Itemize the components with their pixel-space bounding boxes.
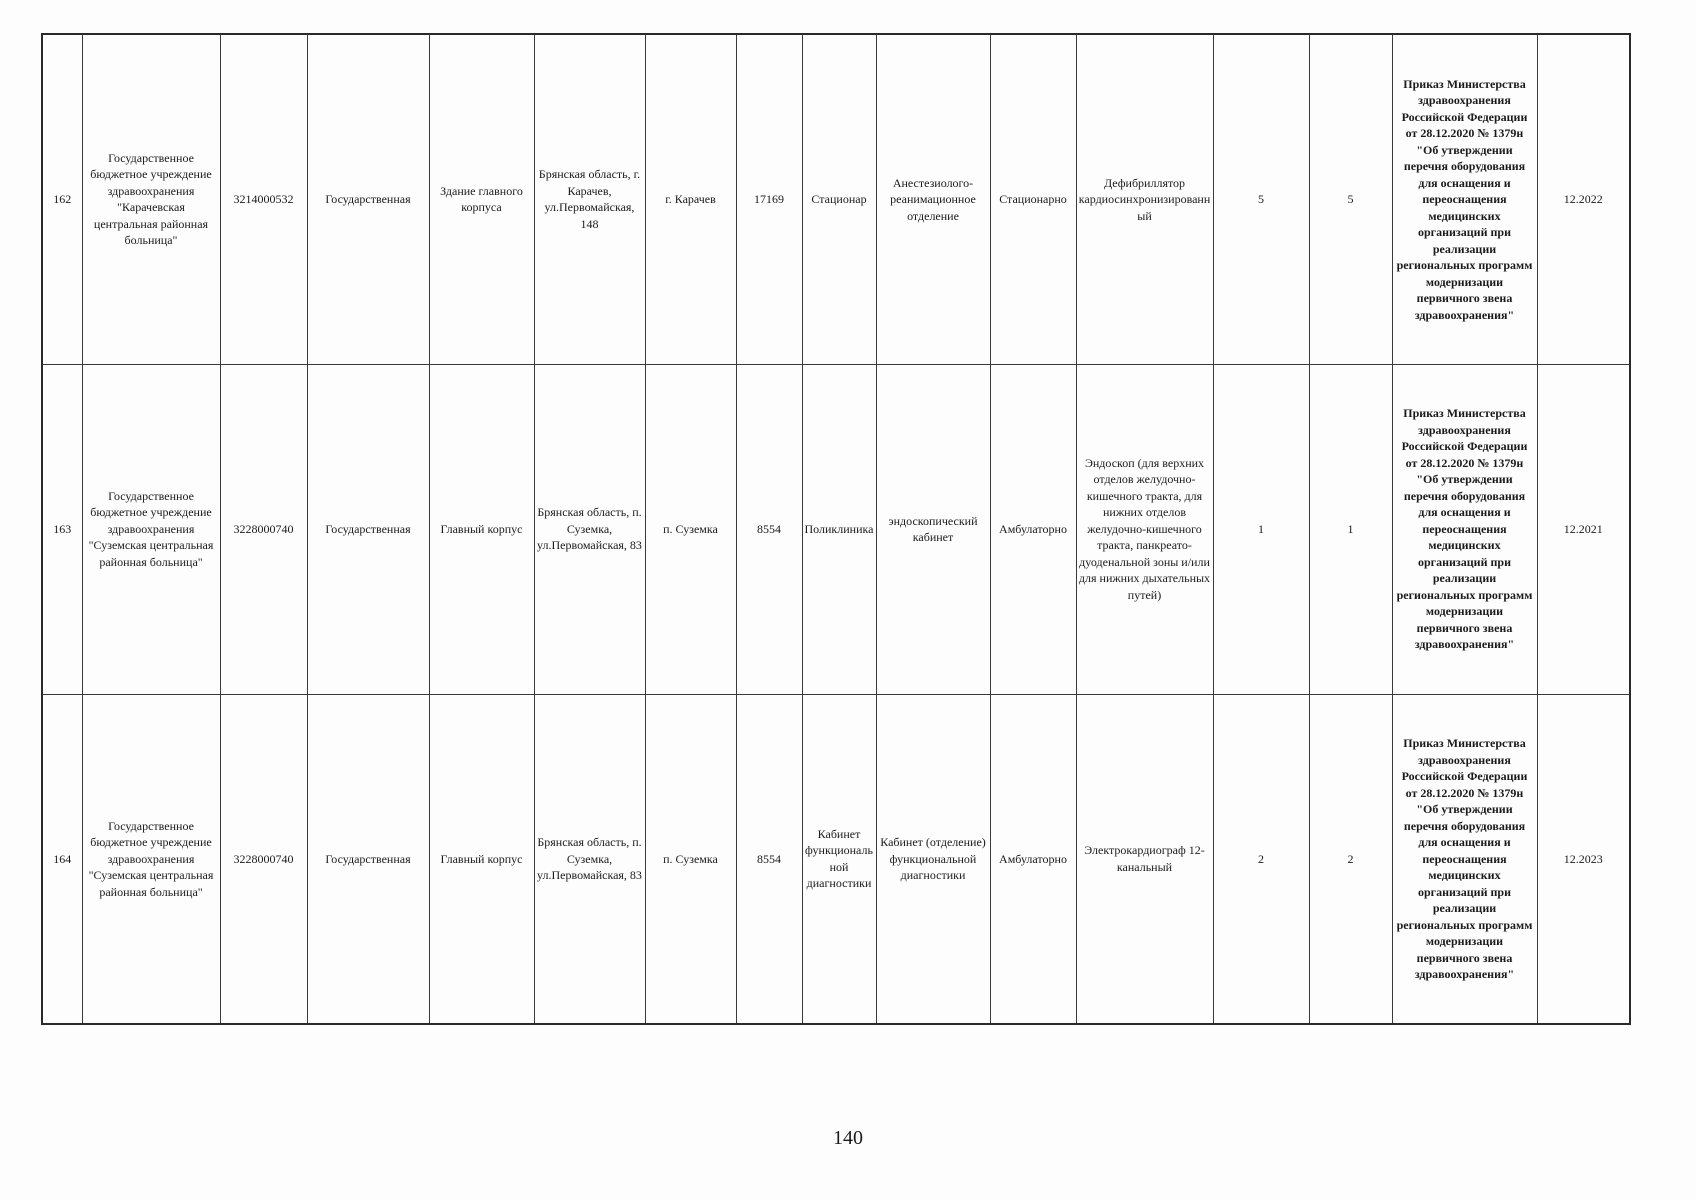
table-row <box>42 34 1630 364</box>
locality: п. Суземка <box>645 694 736 1024</box>
care-type: Стационар <box>802 34 876 364</box>
equipment-name: Электрокардиограф 12-канальный <box>1076 694 1213 1024</box>
ownership-form: Государственная <box>307 34 429 364</box>
address: Брянская область, г. Карачев, ул.Первомайская, 148 <box>534 34 645 364</box>
equipment-name: Дефибриллятор кардиосинхронизированный <box>1076 34 1213 364</box>
equipment-name: Эндоскоп (для верхних отделов желудочно-кишечного тракта, для нижних отделов желудочно-кишечного тракта, панкреато-дуоденальной зоны и/или для нижних дыхательных путей) <box>1076 364 1213 694</box>
ownership-form: Государственная <box>307 694 429 1024</box>
department: эндоскопический кабинет <box>876 364 990 694</box>
quantity-planned: 5 <box>1309 34 1392 364</box>
department: Кабинет (отделение) функциональной диагностики <box>876 694 990 1024</box>
quantity-required: 2 <box>1213 694 1309 1024</box>
population: 17169 <box>736 34 802 364</box>
delivery-date: 12.2023 <box>1537 694 1630 1024</box>
equipment-table <box>41 33 1631 1025</box>
population: 8554 <box>736 364 802 694</box>
organization-name: Государственное бюджетное учреждение здравоохранения "Суземская центральная районная больница" <box>82 694 220 1024</box>
organization-code: 3228000740 <box>220 364 307 694</box>
care-condition: Амбулаторно <box>990 694 1076 1024</box>
department: Анестезиолого-реанимационное отделение <box>876 34 990 364</box>
care-type: Поликлиника <box>802 364 876 694</box>
delivery-date: 12.2022 <box>1537 34 1630 364</box>
quantity-planned: 2 <box>1309 694 1392 1024</box>
table-row <box>42 364 1630 694</box>
address: Брянская область, п. Суземка, ул.Первомайская, 83 <box>534 364 645 694</box>
population: 8554 <box>736 694 802 1024</box>
building-name: Главный корпус <box>429 694 534 1024</box>
quantity-required: 1 <box>1213 364 1309 694</box>
ownership-form: Государственная <box>307 364 429 694</box>
organization-code: 3214000532 <box>220 34 307 364</box>
care-type: Кабинет функциональной диагностики <box>802 694 876 1024</box>
organization-name: Государственное бюджетное учреждение здравоохранения "Карачевская центральная районная больница" <box>82 34 220 364</box>
address: Брянская область, п. Суземка, ул.Первомайская, 83 <box>534 694 645 1024</box>
care-condition: Стационарно <box>990 34 1076 364</box>
row-number: 163 <box>42 364 82 694</box>
organization-code: 3228000740 <box>220 694 307 1024</box>
legal-order: Приказ Министерства здравоохранения Российской Федерации от 28.12.2020 № 1379н "Об утверждении перечня оборудования для оснащения и переоснащения медицинских организаций при реализации региональных программ модернизации первичного звена здравоохранения" <box>1392 364 1537 694</box>
legal-order: Приказ Министерства здравоохранения Российской Федерации от 28.12.2020 № 1379н "Об утверждении перечня оборудования для оснащения и переоснащения медицинских организаций при реализации региональных программ модернизации первичного звена здравоохранения" <box>1392 34 1537 364</box>
row-number: 162 <box>42 34 82 364</box>
quantity-planned: 1 <box>1309 364 1392 694</box>
locality: г. Карачев <box>645 34 736 364</box>
legal-order: Приказ Министерства здравоохранения Российской Федерации от 28.12.2020 № 1379н "Об утверждении перечня оборудования для оснащения и переоснащения медицинских организаций при реализации региональных программ модернизации первичного звена здравоохранения" <box>1392 694 1537 1024</box>
quantity-required: 5 <box>1213 34 1309 364</box>
building-name: Здание главного корпуса <box>429 34 534 364</box>
table-row <box>42 694 1630 1024</box>
page-number: 140 <box>833 1127 863 1149</box>
locality: п. Суземка <box>645 364 736 694</box>
organization-name: Государственное бюджетное учреждение здравоохранения "Суземская центральная районная больница" <box>82 364 220 694</box>
row-number: 164 <box>42 694 82 1024</box>
care-condition: Амбулаторно <box>990 364 1076 694</box>
delivery-date: 12.2021 <box>1537 364 1630 694</box>
building-name: Главный корпус <box>429 364 534 694</box>
